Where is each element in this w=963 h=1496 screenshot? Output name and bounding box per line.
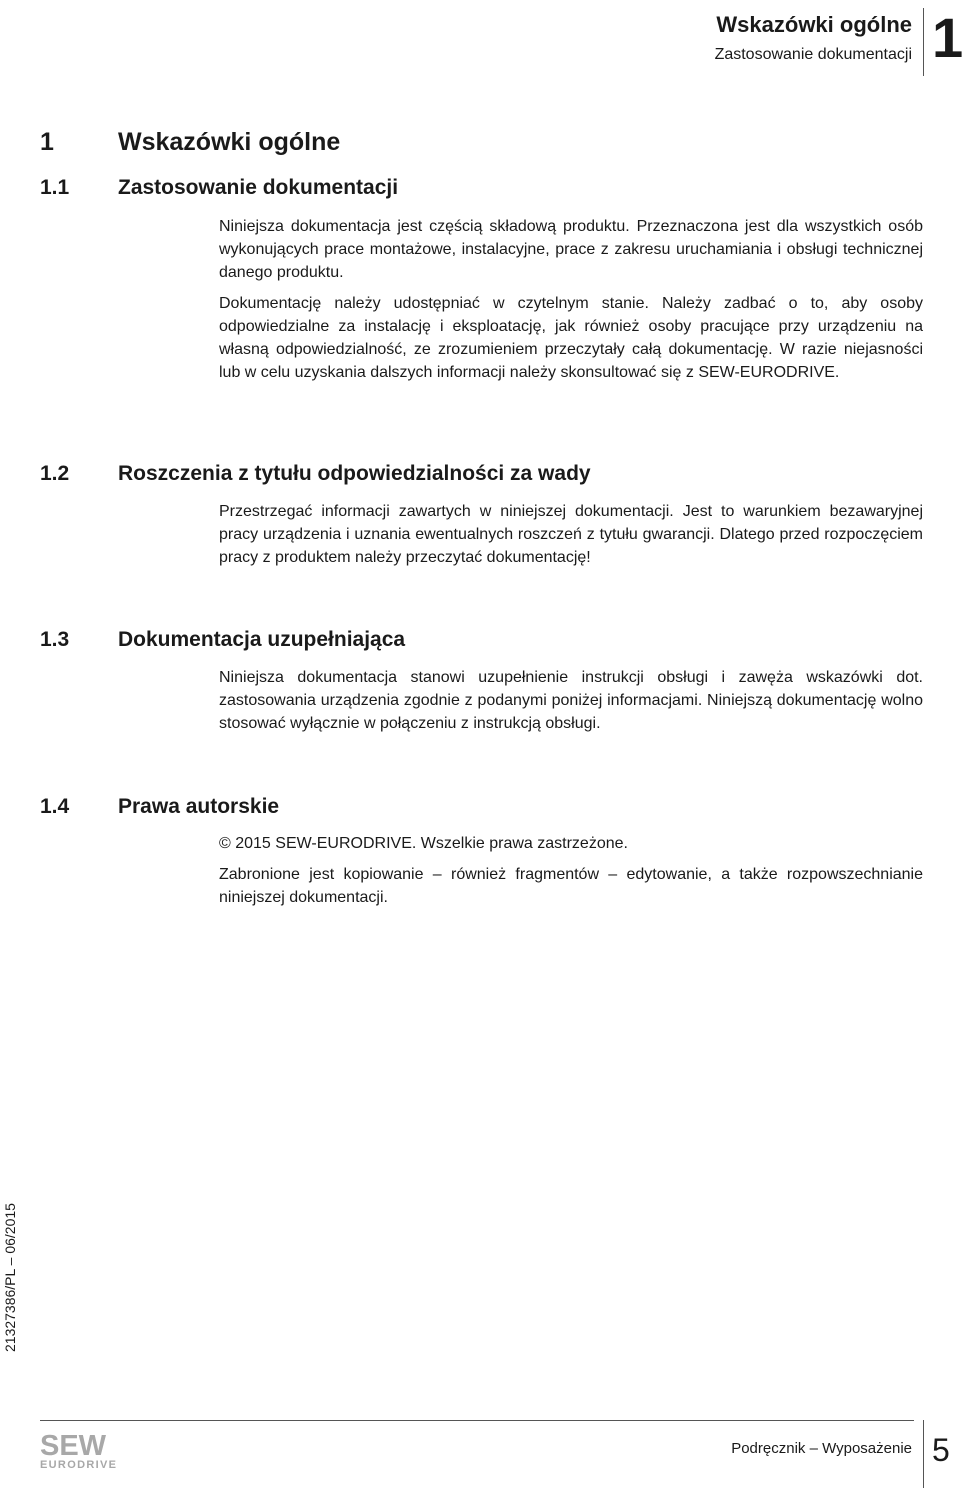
svg-text:EURODRIVE: EURODRIVE	[40, 1459, 116, 1471]
section-heading-1-1	[40, 176, 398, 200]
section-number: 1.3	[40, 628, 70, 651]
chapter-heading	[40, 128, 340, 157]
footer-divider	[923, 1420, 924, 1488]
section-body-1-4	[219, 832, 923, 917]
paragraph: Dokumentację należy udostępniać w czytelnym stanie. Należy zadbać o to, aby osoby odpowiedzialne za instalację i eksploatację, jak również osoby pracujące przy urządzeniu na własną odpowiedzialność, ze zrozumieniem przeczytały całą dokumentację. W razie niejasności lub w celu uzyskania dalszych informacji należy skonsultować się z SEW-EURODRIVE.	[219, 295, 923, 381]
copyright-line: © 2015 SEW-EURODRIVE. Wszelkie prawa zastrzeżone.	[219, 835, 628, 852]
footer-rule	[40, 1420, 914, 1421]
section-number: 1.2	[40, 462, 70, 485]
paragraph: Niniejsza dokumentacja stanowi uzupełnienie instrukcji obsługi i zawęża wskazówki dot. zastosowania urządzenia zgodnie z podanymi poniżej informacjami. Niniejszą dokumentację wolno stosować wyłącznie w połączeniu z instrukcją obsługi.	[219, 669, 923, 732]
footer-document-title: Podręcznik – Wyposażenie	[731, 1440, 912, 1457]
section-body-1-1	[219, 215, 923, 392]
sew-eurodrive-logo	[40, 1430, 118, 1470]
section-body-1-2	[219, 500, 923, 577]
running-header-title: Wskazówki ogólne	[716, 12, 912, 37]
running-header-subtitle: Zastosowanie dokumentacji	[714, 46, 912, 63]
section-heading-1-2	[40, 462, 591, 486]
section-number: 1.4	[40, 795, 70, 818]
section-heading-1-4	[40, 795, 279, 819]
chapter-title: Wskazówki ogólne	[118, 128, 341, 156]
svg-text:SEW: SEW	[40, 1430, 107, 1462]
paragraph: Zabronione jest kopiowanie – również fragmentów – edytowanie, a także rozpowszechnianie niniejszej dokumentacji.	[219, 866, 923, 906]
section-heading-1-3	[40, 628, 405, 652]
section-title: Zastosowanie dokumentacji	[118, 176, 399, 199]
chapter-tab-number: 1	[932, 6, 963, 69]
section-title: Dokumentacja uzupełniająca	[118, 628, 406, 651]
section-number: 1.1	[40, 176, 70, 199]
header-divider	[923, 8, 924, 76]
document-code: 21327386/PL – 06/2015	[2, 1203, 18, 1352]
section-body-1-3	[219, 666, 923, 743]
paragraph: Przestrzegać informacji zawartych w niniejszej dokumentacji. Jest to warunkiem bezawaryjnej pracy urządzenia i uznania ewentualnych roszczeń z tytułu gwarancji. Dlatego przed rozpoczęciem pracy z produktem należy przeczytać dokumentację!	[219, 503, 923, 566]
section-title: Prawa autorskie	[118, 795, 280, 818]
section-title: Roszczenia z tytułu odpowiedzialności za wady	[118, 462, 591, 485]
paragraph: Niniejsza dokumentacja jest częścią składową produktu. Przeznaczona jest dla wszystkich osób wykonujących prace montażowe, instalacyjne, prace z zakresu uruchamiania i obsługi technicznej danego produktu.	[219, 218, 923, 281]
page-number: 5	[932, 1432, 950, 1468]
chapter-number: 1	[40, 128, 54, 156]
